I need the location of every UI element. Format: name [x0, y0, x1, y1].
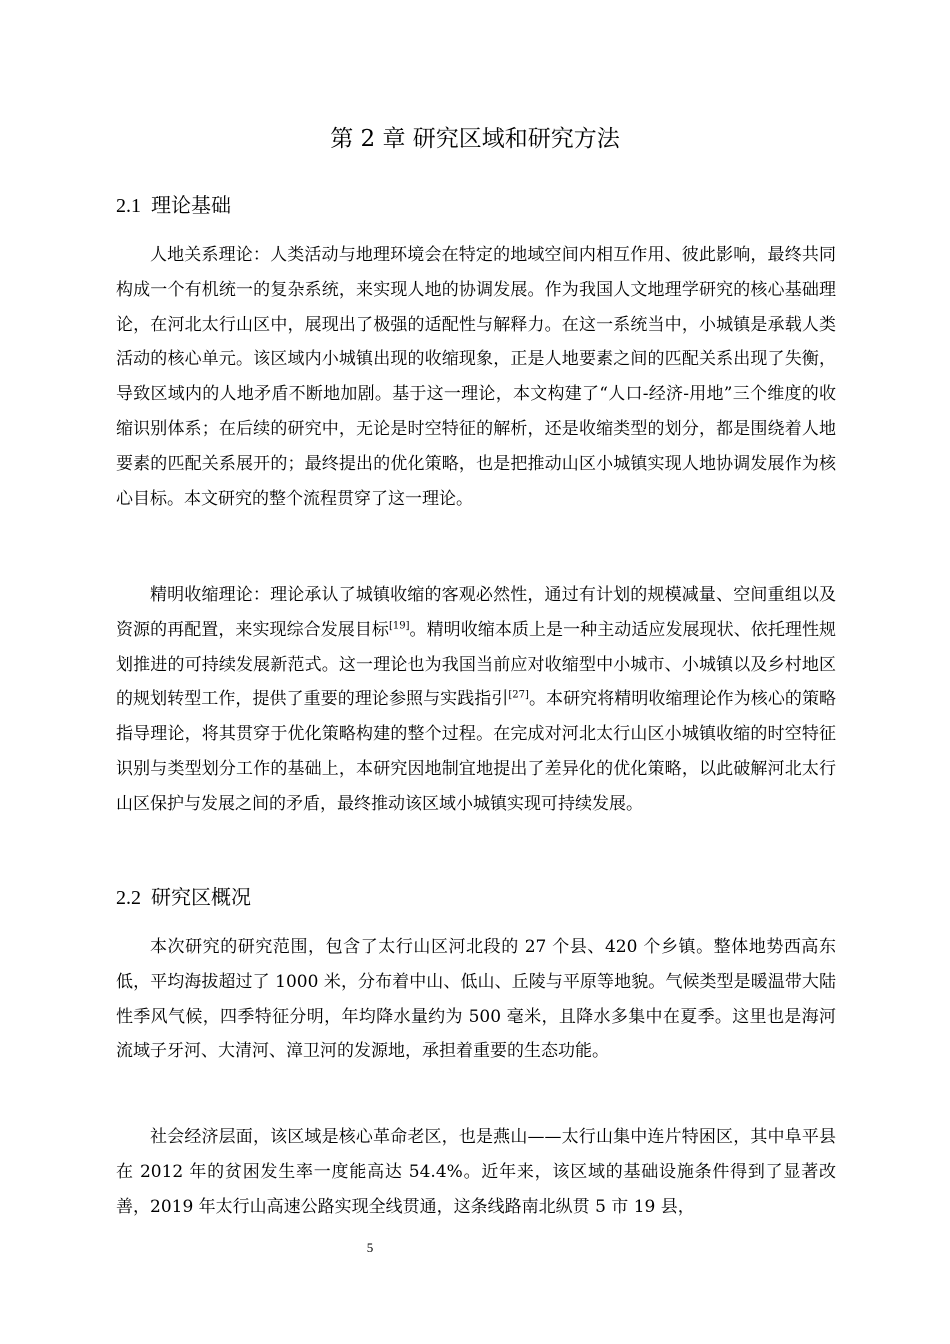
- paragraph-text: 。精明收缩本质上是一种主动适应发展现状、依托理性规划推进的可持续发展新范式。这一理论也为我国当前应对收缩型中小城市、小城镇以及乡村地区的规划转型工作，提供了重要的理论参照与实践指引: [116, 619, 837, 710]
- paragraph-study-area: 本次研究的研究范围，包含了太行山区河北段的 27 个县、420 个乡镇。整体地势西高东低，平均海拔超过了 1000 米，分布着中山、低山、丘陵与平原等地貌。气候类型是暖温带大陆性季风气候，四季特征分明，年均降水量约为 500 毫米，且降水多集中在夏季。这里也是海河流域子牙河、大清河、漳卫河的发源地，承担着重要的生态功能。: [116, 937, 836, 1062]
- section-title: 研究区概况: [151, 885, 251, 909]
- section-heading-2-2: [116, 882, 251, 913]
- section-heading-2-1: [116, 190, 231, 221]
- section-title: 理论基础: [151, 193, 231, 217]
- section-number: 2.1: [116, 195, 141, 217]
- section-number: 2.2: [116, 887, 141, 909]
- citation-ref: [27]: [508, 689, 529, 701]
- paragraph-smart-shrinkage-theory: [116, 578, 836, 822]
- paragraph-text: 精明收缩理论：理论承认了城镇收缩的客观必然性，通过有计划的规模减量、空间重组以及资源的再配置，来实现综合发展目标: [116, 585, 836, 640]
- citation-ref: [19]: [388, 620, 410, 632]
- paragraph-text: 。本研究将精明收缩理论作为核心的策略指导理论，将其贯穿于优化策略构建的整个过程。在完成对河北太行山区小城镇收缩的时空特征识别与类型划分工作的基础上，本研究因地制宜地提出了差异化的优化策略，以此破解河北太行山区保护与发展之间的矛盾，最终推动该区域小城镇实现可持续发展。: [116, 689, 837, 814]
- chapter-title: 第 2 章 研究区域和研究方法: [330, 126, 620, 152]
- page-number: 5: [366, 1240, 374, 1255]
- paragraph-human-land-theory: 人地关系理论：人类活动与地理环境会在特定的地域空间内相互作用、彼此影响，最终共同构成一个有机统一的复杂系统，来实现人地的协调发展。作为我国人文地理学研究的核心基础理论，在河北太行山区中，展现出了极强的适配性与解释力。在这一系统当中，小城镇是承载人类活动的核心单元。该区域内小城镇出现的收缩现象，正是人地要素之间的匹配关系出现了失衡，导致区域内的人地矛盾不断地加剧。基于这一理论，本文构建了“人口-经济-用地”三个维度的收缩识别体系；在后续的研究中，无论是时空特征的解析，还是收缩类型的划分，都是围绕着人地要素的匹配关系展开的；最终提出的优化策略，也是把推动山区小城镇实现人地协调发展作为核心目标。本文研究的整个流程贯穿了这一理论。: [116, 245, 836, 509]
- paragraph-socioeconomic: 社会经济层面，该区域是核心革命老区，也是燕山——太行山集中连片特困区，其中阜平县在 2012 年的贫困发生率一度能高达 54.4%。近年来，该区域的基础设施条件得到了显著改善，2019 年太行山高速公路实现全线贯通，这条线路南北纵贯 5 市 19 县，: [116, 1127, 836, 1217]
